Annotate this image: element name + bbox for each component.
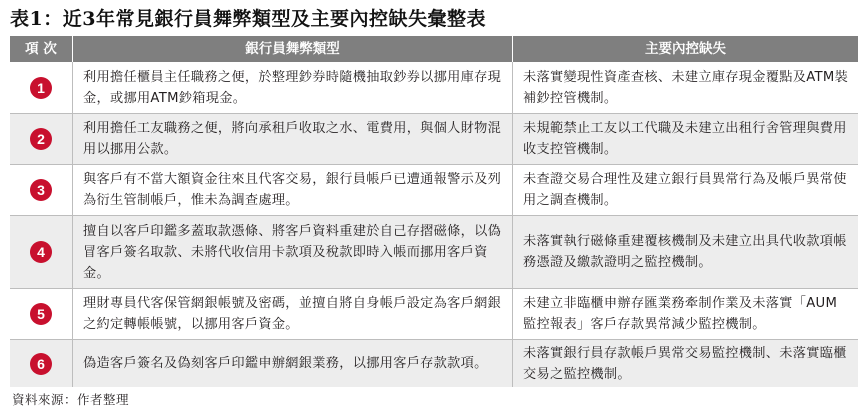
table-title: 表1：近3年常見銀行員舞弊類型及主要內控缺失彙整表 [10,8,486,30]
fraud-type-cell: 與客戶有不當大額資金往來且代客交易，銀行員帳戶已遭通報警示及列為衍生管制帳戶，惟未為調查處理。 [83,172,502,208]
table-header [10,36,858,62]
header-control-deficiency: 主要內控缺失 [512,36,858,62]
header-fraud-type: 銀行員舞弊類型 [72,36,512,62]
table-row [10,164,858,215]
row-number-badge: 4 [30,241,52,263]
row-number-badge: 2 [30,128,52,150]
table-row [10,288,858,339]
row-number-badge: 1 [30,77,52,99]
source-note: 資料來源：作者整理 [12,392,130,407]
fraud-table [10,36,858,387]
control-deficiency-cell: 未落實銀行員存款帳戶異常交易監控機制、未落實臨櫃交易之監控機制。 [523,345,847,382]
control-deficiency-cell: 未規範禁止工友以工代職及未建立出租行舍管理與費用收支控管機制。 [523,121,847,157]
row-number-badge: 3 [30,179,52,201]
table-row [10,215,858,288]
control-deficiency-cell: 未查證交易合理性及建立銀行員異常行為及帳戶異常使用之調查機制。 [523,172,847,208]
fraud-type-cell: 利用擔任櫃員主任職務之便，於整理鈔券時隨機抽取鈔券以挪用庫存現金，或挪用ATM鈔箱現金。 [83,69,502,106]
fraud-type-cell: 擅自以客戶印鑑多蓋取款憑條、將客戶資料重建於自己存摺磁條，以偽冒客戶簽名取款、未將代收信用卡款項及稅款即時入帳而挪用客戶資金。 [83,223,502,281]
control-deficiency-cell: 未落實變現性資產查核、未建立庫存現金覆點及ATM裝補鈔控管機制。 [523,69,849,106]
fraud-type-cell: 理財專員代客保管網銀帳號及密碼，並擅自將自身帳戶設定為客戶網銀之約定轉帳帳號，以挪用客戶資金。 [83,296,502,332]
row-number-badge: 6 [30,353,52,375]
control-deficiency-cell: 未建立非臨櫃申辦存匯業務牽制作業及未落實「AUM監控報表」客戶存款異常減少監控機制。 [523,296,838,332]
table-row [10,339,858,387]
table-row [10,62,858,113]
row-number-badge: 5 [30,303,52,325]
fraud-type-cell: 偽造客戶簽名及偽刻客戶印鑑申辦網銀業務，以挪用客戶存款款項。 [83,356,488,371]
table-row [10,113,858,164]
control-deficiency-cell: 未落實執行磁條重建覆核機制及未建立出具代收款項帳務憑證及繳款證明之監控機制。 [523,234,847,270]
header-index: 項 次 [25,41,57,57]
fraud-type-cell: 利用擔任工友職務之便，將向承租戶收取之水、電費用，與個人財物混用以挪用公款。 [83,121,502,157]
